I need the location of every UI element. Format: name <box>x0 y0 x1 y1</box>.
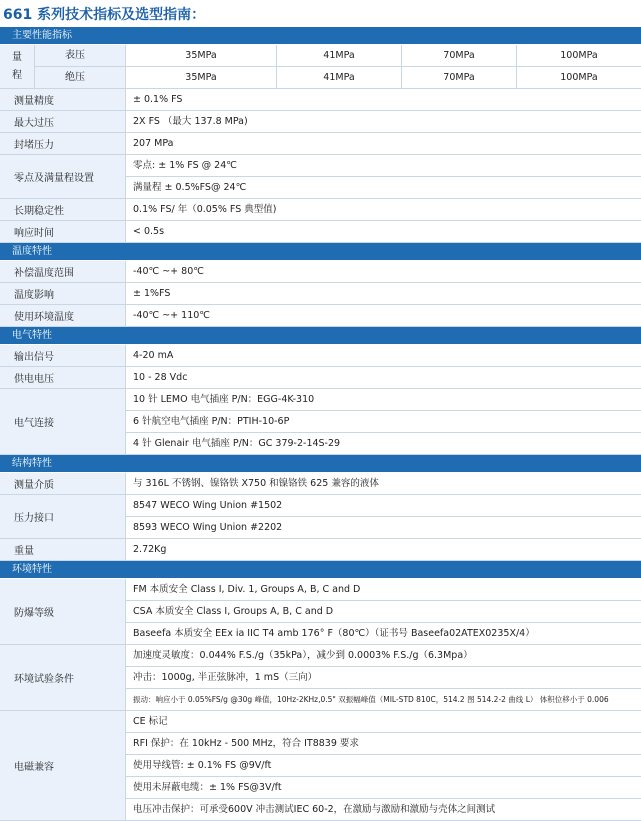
range-absolute-value: 100MPa <box>560 72 598 83</box>
spec-label: 电气连接 <box>0 389 126 454</box>
spec-value: 4-20 mA <box>133 350 174 361</box>
spec-row-explosion <box>0 579 641 645</box>
spec-label: 输出信号 <box>0 345 126 366</box>
spec-value: 冲击：1000g, 半正弦脉冲，1 mS（三向） <box>126 667 641 689</box>
spec-value: -40℃ ~+ 110℃ <box>133 310 210 321</box>
spec-label: 最大过压 <box>0 111 126 132</box>
range-label-char-2: 程 <box>12 69 22 81</box>
spec-value: 与 316L 不锈钢、镍铬铁 X750 和镍铬铁 625 兼容的液体 <box>133 478 379 489</box>
spec-value: 4 针 Glenair 电气插座 P/N：GC 379-2-14S-29 <box>133 438 341 449</box>
section-header-env: 环境特性 <box>0 561 641 579</box>
spec-value: RFI 保护：在 10kHz - 500 MHz，符合 IT8839 要求 <box>126 733 641 755</box>
spec-label: 防爆等级 <box>0 579 126 644</box>
spec-label: 长期稳定性 <box>0 199 126 220</box>
spec-value: 振动：响应小于 0.05%FS/g @30g 峰值，10Hz-2KHz,0.5" 双振幅峰值（MIL-STD 810C，514.2 图 514.2-2 曲线 L） 体积位移小于 0.006 <box>133 695 609 704</box>
range-gauge-value: 35MPa <box>126 45 277 66</box>
spec-label: 环境试验条件 <box>0 645 126 710</box>
spec-row-temp-effect <box>0 283 641 305</box>
spec-label: 温度影响 <box>0 283 126 304</box>
spec-label: 补偿温度范围 <box>0 261 126 282</box>
section-header-elec: 电气特性 <box>0 327 641 345</box>
spec-value: FM 本质安全 Class I, Div. 1, Groups A, B, C and D <box>126 579 641 601</box>
spec-value: ± 1%FS <box>133 288 171 299</box>
range-absolute-value: 35MPa <box>126 67 277 88</box>
spec-value: 使用未屏蔽电缆：± 1% FS@3V/ft <box>126 777 641 799</box>
range-gauge-value: 41MPa <box>277 45 402 66</box>
spec-value: 使用导线管: ± 0.1% FS @9V/ft <box>126 755 641 777</box>
spec-row-output <box>0 345 641 367</box>
spec-row-zero-span <box>0 155 641 199</box>
spec-value: 10 - 28 Vdc <box>133 372 188 383</box>
spec-value: CE 标记 <box>126 711 641 733</box>
spec-label: 电磁兼容 <box>0 711 126 820</box>
spec-row-burst <box>0 133 641 155</box>
spec-value: 零点: ± 1% FS @ 24℃ <box>126 155 641 177</box>
spec-value: 满量程 ± 0.5%FS@ 24℃ <box>133 182 247 193</box>
range-absolute-line <box>35 67 641 88</box>
range-row <box>0 45 641 89</box>
range-gauge-label: 表压 <box>35 45 126 66</box>
range-label <box>0 45 35 88</box>
spec-row-comp-temp <box>0 261 641 283</box>
spec-value: ± 0.1% FS <box>133 94 183 105</box>
spec-table <box>0 27 641 821</box>
page-title: 661 系列技术指标及选型指南： <box>3 7 206 23</box>
spec-row-weight <box>0 539 641 561</box>
range-label-char-1: 量 <box>12 51 22 63</box>
range-absolute-label: 绝压 <box>35 67 126 88</box>
spec-value: 6 针航空电气插座 P/N：PTIH-10-6P <box>126 411 641 433</box>
spec-label: 重量 <box>0 539 126 560</box>
range-gauge-line <box>35 45 641 67</box>
spec-row-overpressure <box>0 111 641 133</box>
spec-value: < 0.5s <box>133 226 165 237</box>
spec-label: 供电电压 <box>0 367 126 388</box>
spec-label: 封堵压力 <box>0 133 126 154</box>
spec-value: 10 针 LEMO 电气插座 P/N：EGG-4K-310 <box>126 389 641 411</box>
spec-row-response <box>0 221 641 243</box>
spec-row-accuracy <box>0 89 641 111</box>
spec-value: 0.1% FS/ 年（0.05% FS 典型值) <box>133 204 277 215</box>
spec-label: 压力接口 <box>0 495 126 538</box>
spec-row-connection <box>0 389 641 455</box>
spec-label: 零点及满量程设置 <box>0 155 126 198</box>
section-header-temp: 温度特性 <box>0 243 641 261</box>
spec-value: 207 MPa <box>133 138 174 149</box>
spec-label: 响应时间 <box>0 221 126 242</box>
spec-row-supply <box>0 367 641 389</box>
range-absolute-value: 70MPa <box>402 67 517 88</box>
section-header-main: 主要性能指标 <box>0 27 641 45</box>
range-absolute-value: 41MPa <box>277 67 402 88</box>
section-header-struct: 结构特性 <box>0 455 641 473</box>
spec-label: 测量介质 <box>0 473 126 494</box>
spec-value: -40℃ ~+ 80℃ <box>133 266 204 277</box>
spec-value: 8593 WECO Wing Union #2202 <box>133 522 283 533</box>
spec-row-env-test <box>0 645 641 711</box>
spec-row-medium <box>0 473 641 495</box>
spec-value: 2.72Kg <box>133 544 167 555</box>
range-gauge-value: 100MPa <box>560 50 598 61</box>
spec-value: 2X FS （最大 137.8 MPa) <box>133 116 248 127</box>
spec-value: CSA 本质安全 Class I, Groups A, B, C and D <box>126 601 641 623</box>
spec-value: 电压冲击保护：可承受600V 冲击测试IEC 60-2，在激励与激励和激励与壳体之间测试 <box>133 804 496 815</box>
spec-row-stability <box>0 199 641 221</box>
spec-label: 使用环境温度 <box>0 305 126 326</box>
spec-label: 测量精度 <box>0 89 126 110</box>
spec-value: 8547 WECO Wing Union #1502 <box>126 495 641 517</box>
spec-value: 加速度灵敏度：0.044% F.S./g（35kPa），减少到 0.0003% F.S./g（6.3Mpa） <box>126 645 641 667</box>
spec-row-emc <box>0 711 641 821</box>
spec-row-op-temp <box>0 305 641 327</box>
spec-row-port <box>0 495 641 539</box>
range-gauge-value: 70MPa <box>402 45 517 66</box>
spec-value: Baseefa 本质安全 EEx ia IIC T4 amb 176° F（80℃）（证书号 Baseefa02ATEX0235X/4） <box>133 628 535 639</box>
